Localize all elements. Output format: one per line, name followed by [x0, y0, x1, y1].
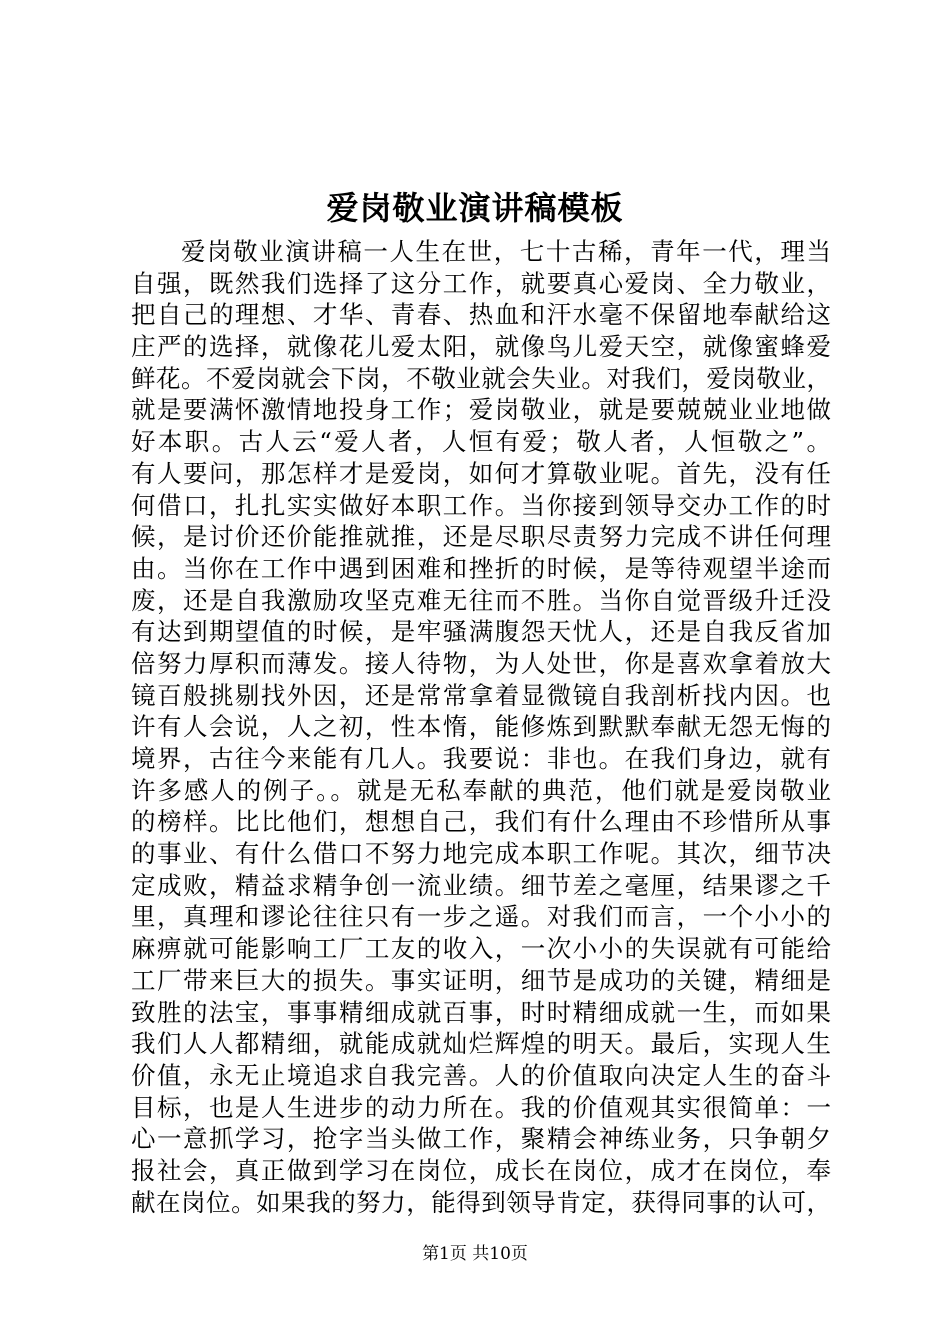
body-line: 工厂带来巨大的损失。事实证明，细节是成功的关键，精细是 — [131, 965, 831, 995]
document-body — [131, 236, 831, 1218]
body-line: 定成败，精益求精争创一流业绩。细节差之毫厘，结果谬之千 — [131, 870, 831, 900]
body-line: 庄严的选择，就像花儿爱太阳，就像鸟儿爱天空，就像蜜蜂爱 — [131, 332, 831, 362]
body-line: 镜百般挑剔找外因，还是常常拿着显微镜自我剖析找内因。也 — [131, 680, 831, 710]
body-line: 报社会，真正做到学习在岗位，成长在岗位，成才在岗位，奉 — [131, 1155, 831, 1185]
body-line: 由。当你在工作中遇到困难和挫折的时候，是等待观望半途而 — [131, 553, 831, 583]
body-line: 献在岗位。如果我的努力，能得到领导肯定，获得同事的认可， — [131, 1187, 831, 1217]
body-line: 的榜样。比比他们，想想自己，我们有什么理由不珍惜所从事 — [131, 807, 831, 837]
body-line: 就是要满怀激情地投身工作；爱岗敬业，就是要兢兢业业地做 — [131, 395, 831, 425]
body-line: 何借口，扎扎实实做好本职工作。当你接到领导交办工作的时 — [131, 490, 831, 520]
body-line: 价值，永无止境追求自我完善。人的价值取向决定人生的奋斗 — [131, 1060, 831, 1090]
body-line: 境界，古往今来能有几人。我要说：非也。在我们身边，就有 — [131, 744, 831, 773]
body-line: 倍努力厚积而薄发。接人待物，为人处世，你是喜欢拿着放大 — [131, 648, 831, 678]
body-line: 候，是讨价还价能推就推，还是尽职尽责努力完成不讲任何理 — [131, 522, 831, 552]
body-line: 许有人会说，人之初，性本惰，能修炼到默默奉献无怨无悔的 — [131, 712, 831, 742]
body-line: 鲜花。不爱岗就会下岗，不敬业就会失业。对我们，爱岗敬业， — [131, 363, 831, 393]
document-title: 爱岗敬业演讲稿模板 — [326, 189, 624, 227]
body-line: 我们人人都精细，就能成就灿烂辉煌的明天。最后，实现人生 — [131, 1029, 831, 1059]
page-footer: 第1页 共10页 — [422, 1244, 528, 1264]
body-line: 目标，也是人生进步的动力所在。我的价值观其实很简单：一 — [131, 1092, 831, 1122]
body-line: 致胜的法宝，事事精细成就百事，时时精细成就一生，而如果 — [131, 997, 831, 1027]
body-line: 好本职。古人云“爱人者，人恒有爱；敬人者，人恒敬之”。 — [131, 427, 831, 457]
body-line: 自强，既然我们选择了这分工作，就要真心爱岗、全力敬业， — [131, 268, 831, 298]
body-line: 爱岗敬业演讲稿一人生在世，七十古稀，青年一代，理当 — [181, 237, 831, 266]
body-line: 许多感人的例子。。就是无私奉献的典范，他们就是爱岗敬业 — [131, 775, 831, 805]
body-line: 把自己的理想、才华、青春、热血和汗水毫不保留地奉献给这 — [131, 300, 831, 330]
body-line: 废，还是自我激励攻坚克难无往而不胜。当你自觉晋级升迁没 — [131, 585, 831, 615]
body-line: 心一意抓学习，抢字当头做工作，聚精会神练业务，只争朝夕 — [131, 1124, 831, 1154]
body-line: 有达到期望值的时候，是牢骚满腹怨天忧人，还是自我反省加 — [131, 617, 831, 647]
body-line: 里，真理和谬论往往只有一步之遥。对我们而言，一个小小的 — [131, 902, 831, 932]
body-line: 有人要问，那怎样才是爱岗，如何才算敬业呢。首先，没有任 — [131, 458, 831, 488]
body-line: 的事业、有什么借口不努力地完成本职工作呢。其次，细节决 — [131, 839, 831, 869]
body-line: 麻痹就可能影响工厂工友的收入，一次小小的失误就有可能给 — [131, 934, 831, 964]
